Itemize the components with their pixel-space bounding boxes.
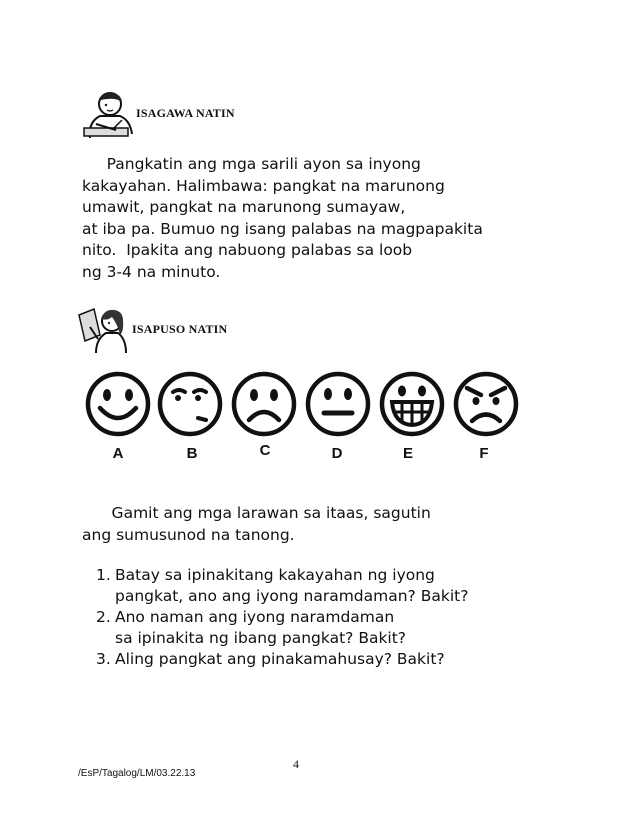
grinning-face-icon <box>378 370 446 438</box>
angry-face-icon <box>452 370 520 438</box>
face-label-c: C <box>259 442 271 459</box>
intro-line: ang sumusunod na tanong. <box>82 525 295 544</box>
question-item <box>96 649 556 670</box>
question-list <box>96 565 556 670</box>
paragraph-line: at iba pa. Bumuo ng isang palabas na magpapakita <box>82 219 483 238</box>
instruction-paragraph <box>82 154 552 283</box>
face-label-e: E <box>402 445 413 462</box>
question-item <box>96 565 556 607</box>
smiling-face-icon <box>84 370 152 438</box>
question-text: Ano naman ang iyong naramdaman <box>115 608 395 626</box>
question-text: sa ipinakita ng ibang pangkat? Bakit? <box>115 629 407 647</box>
question-text: Aling pangkat ang pinakamahusay? Bakit? <box>115 650 445 668</box>
intro-line: Gamit ang mga larawan sa itaas, sagutin <box>82 504 431 522</box>
page-number: 4 <box>293 757 299 771</box>
child-writing-icon <box>76 90 140 140</box>
question-text: pangkat, ano ang iyong naramdaman? Bakit? <box>115 587 469 605</box>
question-number: 3. <box>96 650 111 668</box>
paragraph-line: umawit, pangkat na marunong sumayaw, <box>82 198 406 216</box>
document-code: /EsP/Tagalog/LM/03.22.13 <box>78 768 196 779</box>
paragraph-line: nito. Ipakita ang nabuong palabas sa loob <box>82 241 413 259</box>
banner-title: ISAPUSO NATIN <box>132 321 228 336</box>
face-label-d: D <box>331 445 343 462</box>
paragraph-line: Pangkatin ang mga sarili ayon sa inyong <box>82 155 421 173</box>
emotion-faces-row <box>82 370 532 470</box>
questions-intro <box>82 503 552 546</box>
question-text: Batay sa ipinakitang kakayahan ng iyong <box>115 566 435 584</box>
neutral-face-icon <box>304 370 372 438</box>
isagawa-natin-banner <box>76 90 235 140</box>
face-label-b: B <box>186 445 198 462</box>
isapuso-natin-banner <box>76 305 227 355</box>
question-number: 2. <box>96 608 111 626</box>
thinking-face-icon <box>156 370 224 438</box>
sad-face-icon <box>230 370 298 438</box>
face-label-a: A <box>112 445 124 462</box>
banner-title: ISAGAWA NATIN <box>136 105 235 120</box>
question-number: 1. <box>96 566 111 584</box>
paragraph-line: kakayahan. Halimbawa: pangkat na marunong <box>82 176 445 195</box>
paragraph-line: ng 3-4 na minuto. <box>82 262 221 281</box>
face-label-f: F <box>479 445 489 462</box>
question-item <box>96 607 556 649</box>
child-reading-icon <box>76 305 136 355</box>
